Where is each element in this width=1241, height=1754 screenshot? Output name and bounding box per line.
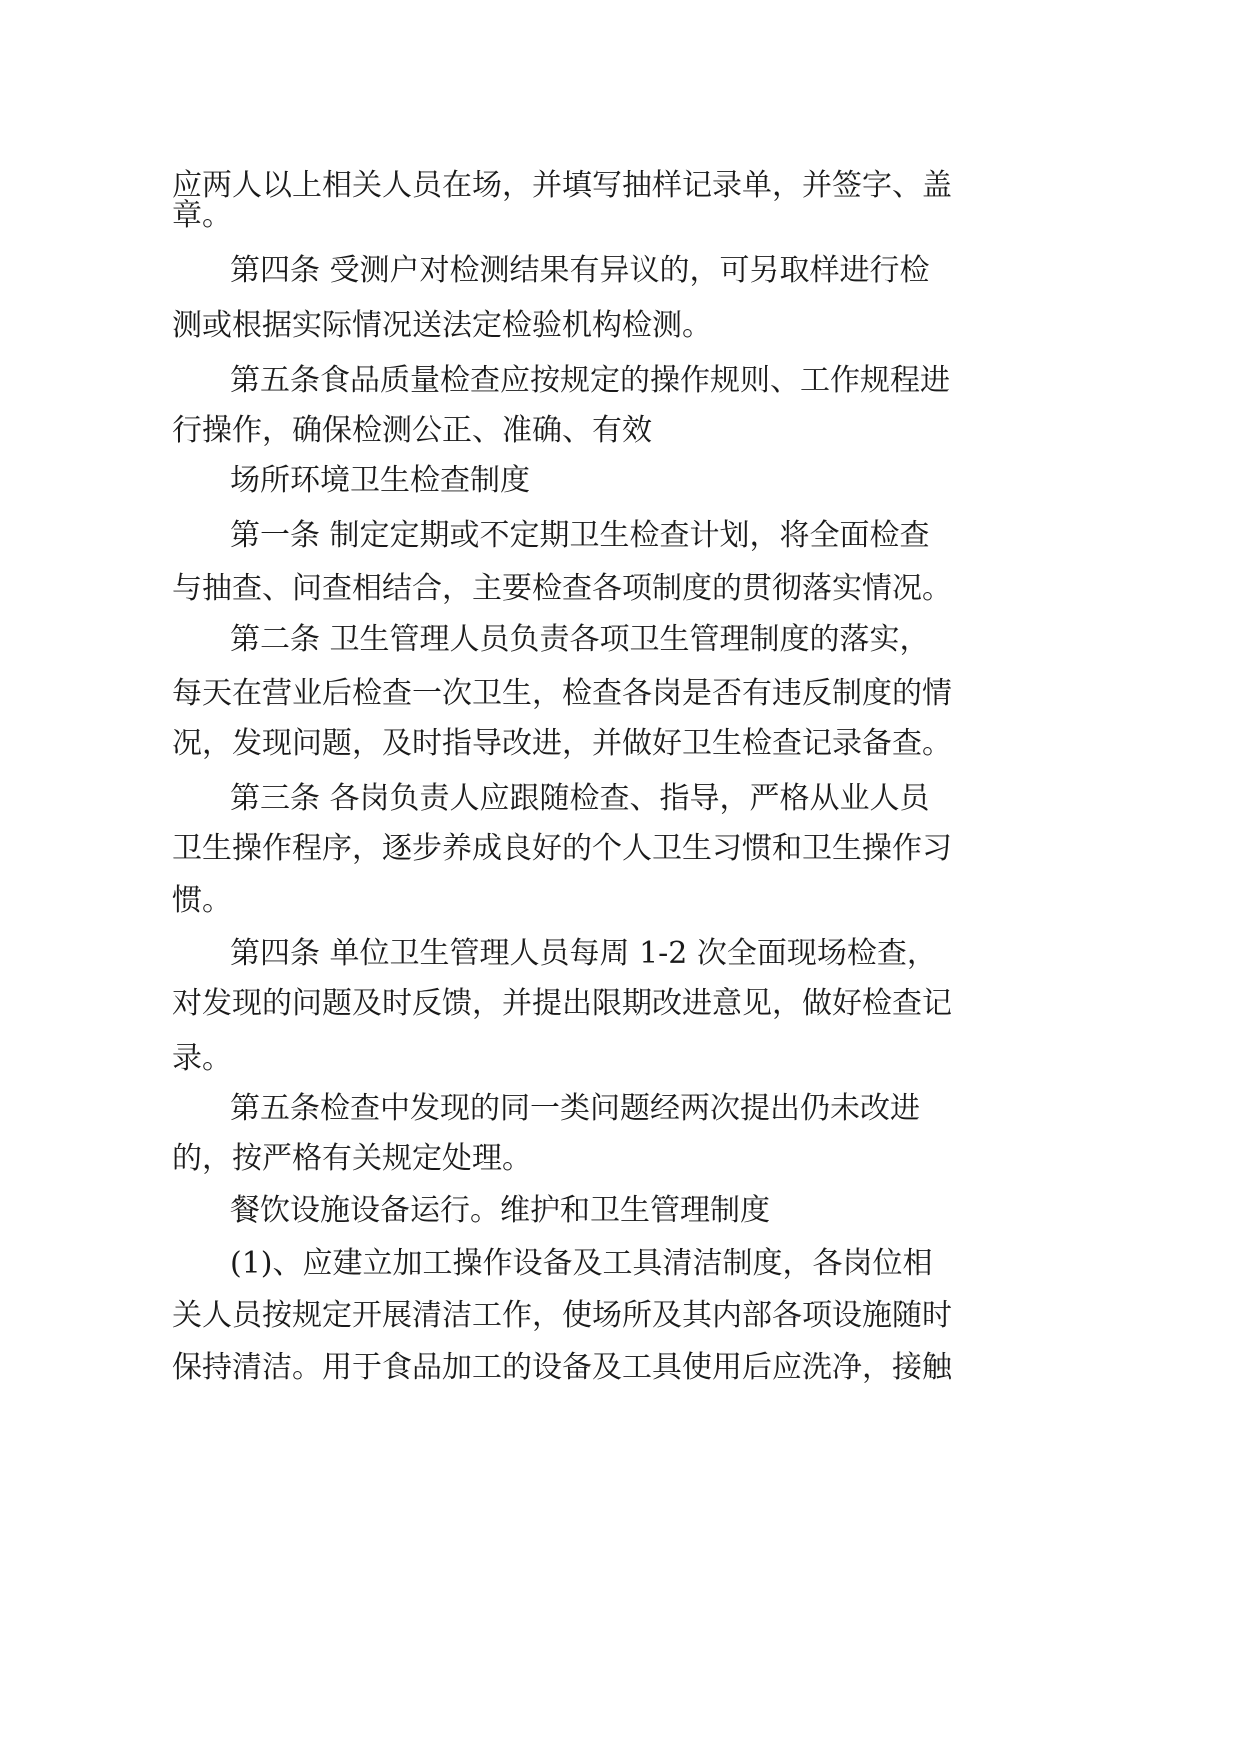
text-line: [0, 779, 1241, 819]
text-line: [0, 829, 1241, 869]
line-text: 测或根据实际情况送法定检验机构检测。: [172, 308, 712, 343]
line-text: 餐饮设施设备运行。维护和卫生管理制度: [230, 1193, 770, 1228]
line-text: 关人员按规定开展清洁工作，使场所及其内部各项设施随时: [172, 1298, 952, 1333]
section-heading: [0, 1191, 1241, 1231]
text-line: [0, 674, 1241, 714]
line-text: 的，按严格有关规定处理。: [172, 1141, 532, 1176]
text-line: [0, 361, 1241, 401]
line-text: 章。: [172, 198, 232, 233]
line-text: 保持清洁。用于食品加工的设备及工具使用后应洗净，接触: [172, 1350, 952, 1385]
line-text: 行操作，确保检测公正、准确、有效: [172, 413, 652, 448]
text-line: [0, 881, 1241, 921]
line-text: 第五条食品质量检查应按规定的操作规则、工作规程进: [230, 363, 950, 398]
line-text: 应两人以上相关人员在场，并填写抽样记录单，并签字、盖: [172, 168, 952, 203]
line-text: 第五条检查中发现的同一类问题经两次提出仍未改进: [230, 1091, 920, 1126]
text-line: [0, 1039, 1241, 1079]
text-line: [0, 620, 1241, 660]
line-text: 每天在营业后检查一次卫生，检查各岗是否有违反制度的情: [172, 676, 952, 711]
line-text: 卫生操作程序，逐步养成良好的个人卫生习惯和卫生操作习: [172, 831, 952, 866]
line-text: 第二条 卫生管理人员负责各项卫生管理制度的落实，: [230, 622, 930, 657]
line-text: 录。: [172, 1041, 232, 1076]
line-text: 第一条 制定定期或不定期卫生检查计划，将全面检查: [230, 518, 930, 553]
text-line: [0, 934, 1241, 974]
section-heading: [0, 461, 1241, 501]
text-line: [0, 516, 1241, 556]
text-line: [0, 569, 1241, 609]
text-line: [0, 984, 1241, 1024]
line-text: 第四条 受测户对检测结果有异议的，可另取样进行检: [230, 253, 930, 288]
text-line: [0, 724, 1241, 764]
text-line: [0, 196, 1241, 236]
line-text: 对发现的问题及时反馈，并提出限期改进意见，做好检查记: [172, 986, 952, 1021]
line-text: (1)、应建立加工操作设备及工具清洁制度，各岗位相: [230, 1246, 933, 1281]
text-line: [0, 1296, 1241, 1336]
text-line: [0, 251, 1241, 291]
line-text: 场所环境卫生检查制度: [230, 463, 530, 498]
text-line: [0, 1244, 1241, 1284]
line-text: 与抽查、问查相结合，主要检查各项制度的贯彻落实情况。: [172, 571, 952, 606]
text-line: [0, 1139, 1241, 1179]
text-line: [0, 1089, 1241, 1129]
line-text: 惯。: [172, 883, 232, 918]
line-text: 第三条 各岗负责人应跟随检查、指导，严格从业人员: [230, 781, 930, 816]
line-text: 第四条 单位卫生管理人员每周 1-2 次全面现场检查，: [230, 936, 937, 971]
text-line: [0, 1348, 1241, 1388]
text-line: [0, 306, 1241, 346]
line-text: 况，发现问题，及时指导改进，并做好卫生检查记录备查。: [172, 726, 952, 761]
text-line: [0, 411, 1241, 451]
